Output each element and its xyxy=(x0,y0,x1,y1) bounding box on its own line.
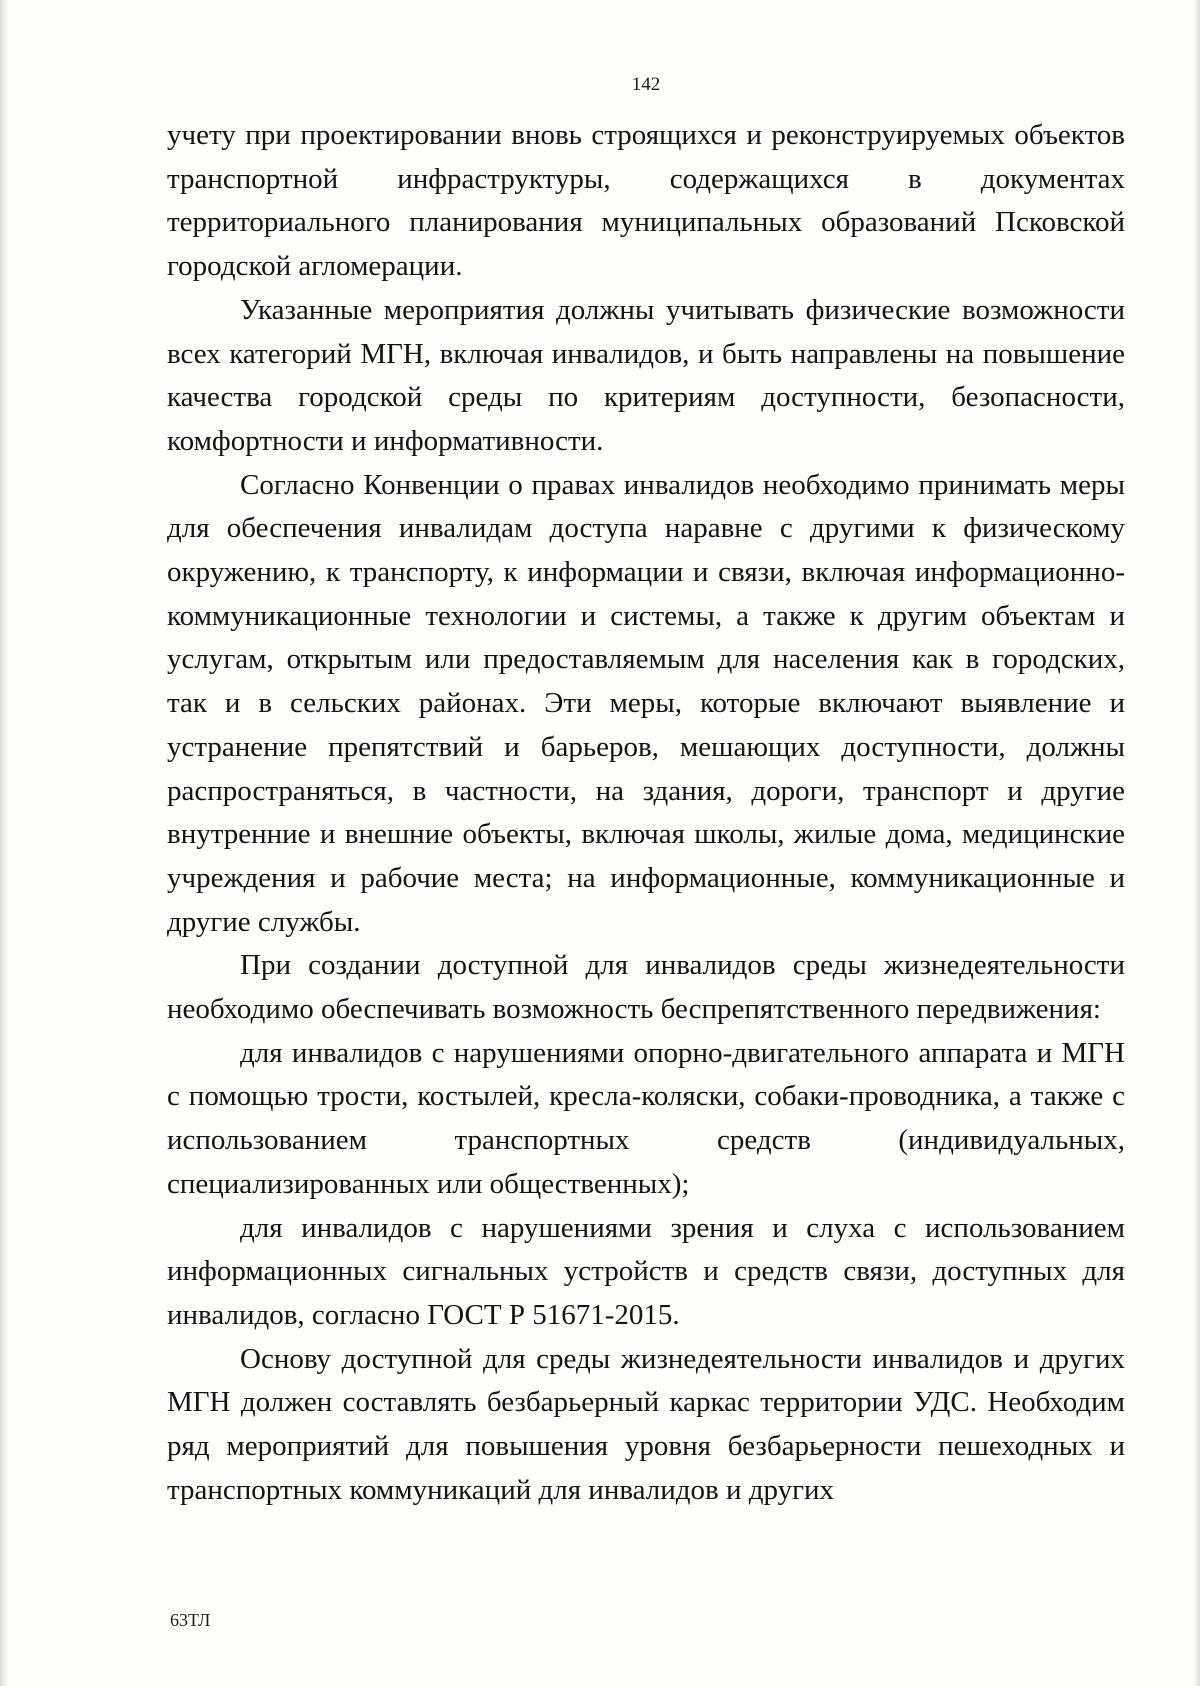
scan-edge-left xyxy=(0,0,8,1686)
scan-edge-right xyxy=(1193,0,1200,1686)
paragraph-1: учету при проектировании вновь строящихся и реконструируемых объектов транспортной инфраструктуры, содержащихся в документах территориального планирования муниципальных образований Псковской городской агломерации. xyxy=(167,119,1125,283)
paragraph-6: для инвалидов с нарушениями зрения и слуха с использованием информационных сигнальных устройств и средств связи, доступных для инвалидов, согласно ГОСТ Р 51671-2015. xyxy=(167,1211,1125,1331)
document-body xyxy=(167,114,1125,1513)
footer-code: 63ТЛ xyxy=(170,1610,211,1630)
page-number: 142 xyxy=(631,74,661,95)
paragraph-7: Основу доступной для среды жизнедеятельности инвалидов и других МГН должен составлять безбарьерный каркас территории УДС. Необходим ряд мероприятий для повышения уровня безбарьерности пешеходных и транспортных коммуникаций для инвалидов и других xyxy=(167,1342,1125,1506)
paragraph-5: для инвалидов с нарушениями опорно-двигательного аппарата и МГН с помощью трости, костылей, кресла-коляски, собаки-проводника, а также с использованием транспортных средств (индивидуальных, специализированных или общественных); xyxy=(167,1036,1125,1200)
paragraph-3: Согласно Конвенции о правах инвалидов необходимо принимать меры для обеспечения инвалидам доступа наравне с другими к физическому окружению, к транспорту, к информации и связи, включая информационно-коммуникационные технологии и системы, а также к другим объектам и услугам, открытым или предоставляемым для населения как в городских, так и в сельских районах. Эти меры, которые включают выявление и устранение препятствий и барьеров, мешающих доступности, должны распространяться, в частности, на здания, дороги, транспорт и другие внутренние и внешние объекты, включая школы, жилые дома, медицинские учреждения и рабочие места; на информационные, коммуникационные и другие службы. xyxy=(167,468,1125,938)
paragraph-2: Указанные мероприятия должны учитывать физические возможности всех категорий МГН, включая инвалидов, и быть направлены на повышение качества городской среды по критериям доступности, безопасности, комфортности и информативности. xyxy=(167,293,1125,457)
paragraph-4: При создании доступной для инвалидов среды жизнедеятельности необходимо обеспечивать возможность беспрепятственного передвижения: xyxy=(167,949,1125,1026)
